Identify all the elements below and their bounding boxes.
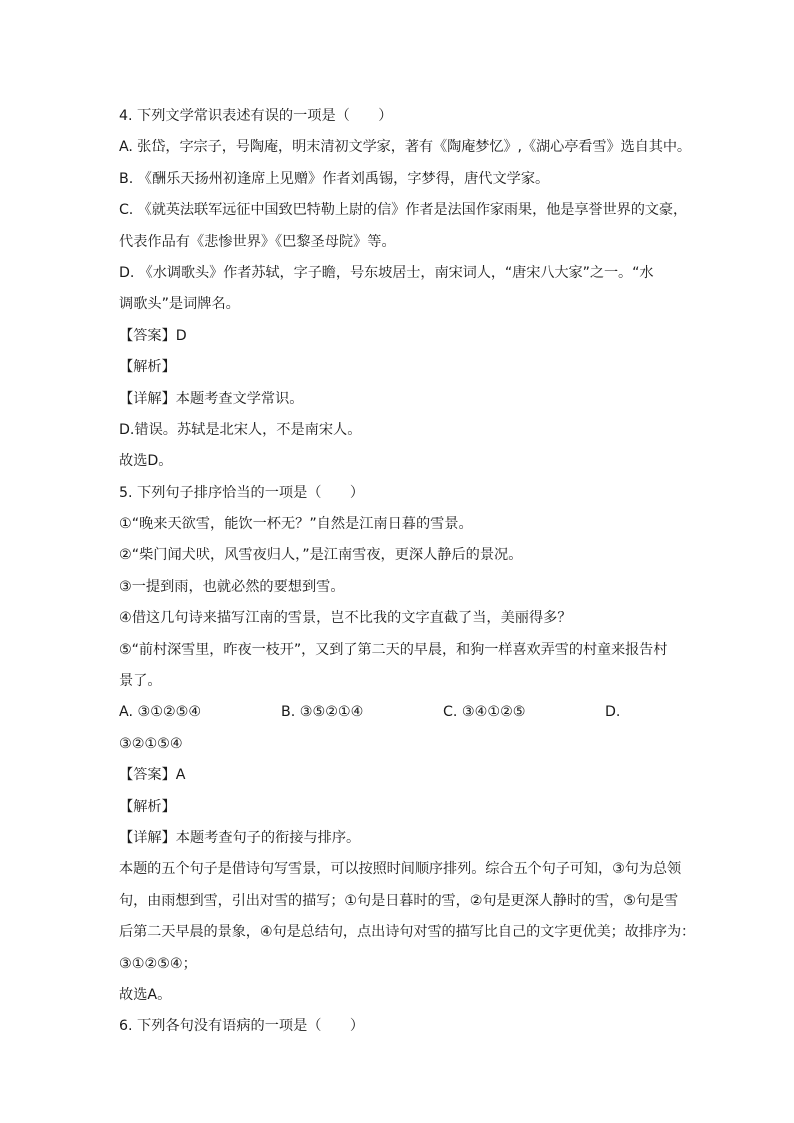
question-5-sentence-3: ③一提到雨，也就必然的要想到雪。 xyxy=(119,578,345,595)
question-4-option-a: A. 张岱，字宗子，号陶庵，明末清初文学家，著有《陶庵梦忆》,《湖心亭看雪》选自其中。 xyxy=(119,139,692,156)
question-5-sentence-1: ①“晚来天欲雪，能饮一杯无？”自然是江南日暮的雪景。 xyxy=(119,516,473,533)
question-5-option-d: D. xyxy=(605,704,621,721)
question-5-paragraph-line2: 句，由雨想到雪，引出对雪的描写；①句是日暮时的雪，②句是更深人静时的雪，⑤句是雪 xyxy=(119,892,679,909)
question-4-detail: 【详解】本题考查文学常识。 xyxy=(119,390,304,407)
question-4-answer: 【答案】D xyxy=(119,327,187,344)
question-6-stem: 6. 下列各句没有语病的一项是（ ） xyxy=(119,1018,365,1035)
question-5-paragraph-line1: 本题的五个句子是借诗句写雪景，可以按照时间顺序排列。综合五个句子可知，③句为总领 xyxy=(119,861,682,878)
question-5-option-a: A. ③①②⑤④ xyxy=(119,704,202,721)
question-5-detail: 【详解】本题考查句子的衔接与排序。 xyxy=(119,829,361,846)
question-4-option-c-line2: 代表作品有《悲惨世界》《巴黎圣母院》等。 xyxy=(119,233,396,250)
question-5-sentence-5-line1: ⑤“前村深雪里，昨夜一枝开”，又到了第二天的早晨，和狗一样喜欢弄雪的村童来报告村 xyxy=(119,641,668,658)
question-5-stem: 5. 下列句子排序恰当的一项是（ ） xyxy=(119,484,365,501)
question-4-analysis-heading: 【解析】 xyxy=(119,359,176,376)
question-5-option-b: B. ③⑤②①④ xyxy=(281,704,364,721)
question-4-option-b: B. 《酬乐天扬州初逢席上见赠》作者刘禹锡，字梦得，唐代文学家。 xyxy=(119,170,550,187)
question-5-conclusion: 故选A。 xyxy=(119,986,172,1003)
question-5-options xyxy=(119,697,794,728)
question-4-conclusion: 故选D。 xyxy=(119,453,173,470)
question-5-sentence-2: ②“柴门闻犬吠，风雪夜归人，”是江南雪夜，更深人静后的景况。 xyxy=(119,547,523,564)
question-5-paragraph-line3: 后第二天早晨的景象，④句是总结句，点出诗句对雪的描写比自己的文字更优美；故排序为： xyxy=(119,924,696,941)
question-4-explanation: D.错误。苏轼是北宋人，不是南宋人。 xyxy=(119,421,362,438)
question-4-option-d-line1: D. 《水调歌头》作者苏轼，字子瞻，号东坡居士，南宋词人，“唐宋八大家”之一。“水 xyxy=(119,264,654,281)
question-4-option-c-line1: C. 《就英法联军远征中国致巴特勒上尉的信》作者是法国作家雨果，他是享誉世界的文豪， xyxy=(119,202,688,219)
question-5-option-c: C. ③④①②⑤ xyxy=(443,704,526,721)
question-5-paragraph-line4: ③①②⑤④； xyxy=(119,955,197,972)
question-5-sentence-5-line2: 景了。 xyxy=(119,673,162,690)
question-5-option-d-value: ③②①⑤④ xyxy=(119,735,183,752)
question-5-answer: 【答案】A xyxy=(119,767,186,784)
question-4-option-d-line2: 调歌头”是词牌名。 xyxy=(119,296,240,313)
question-5-analysis-heading: 【解析】 xyxy=(119,798,176,815)
question-4-stem: 4. 下列文学常识表述有误的一项是（ ） xyxy=(119,108,393,124)
question-5-sentence-4: ④借这几句诗来描写江南的雪景，岂不比我的文字直截了当，美丽得多？ xyxy=(119,610,572,627)
